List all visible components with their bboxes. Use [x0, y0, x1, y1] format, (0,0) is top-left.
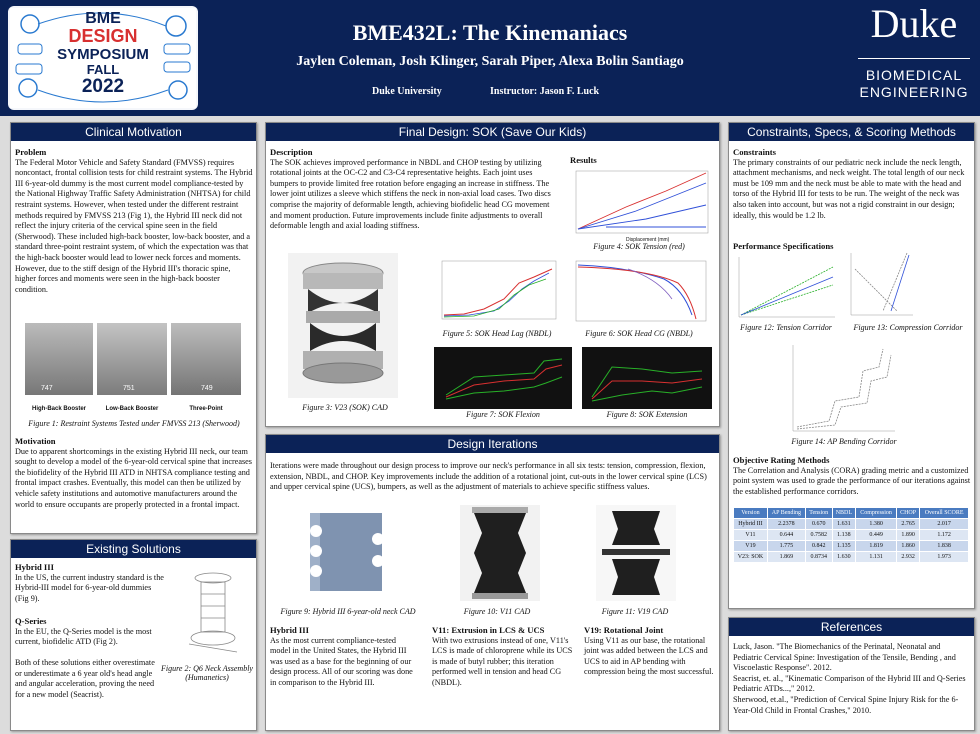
table-cell: 2.2378	[767, 519, 805, 530]
poster-header	[0, 0, 980, 116]
iter-v11	[432, 625, 576, 689]
table-cell: 0.449	[856, 530, 897, 541]
objective-rating-text: The Correlation and Analysis (CORA) grading metric and a customized point system was used to grade the performance of our iterations against the established performance corridors.	[733, 465, 971, 496]
q-series-section	[15, 616, 165, 648]
existing-solutions-panel	[10, 539, 257, 731]
col-compression: Compression	[856, 508, 897, 519]
scoring-table	[733, 507, 969, 563]
tension-chart	[566, 167, 712, 239]
design-iterations-panel	[265, 434, 720, 731]
col-chop: CHOP	[896, 508, 919, 519]
col-tension: Tension	[805, 508, 832, 519]
table-cell: 2.017	[920, 519, 969, 530]
tension-series-sok	[578, 173, 706, 229]
references-list	[733, 642, 971, 716]
table-cell: 1.131	[856, 552, 897, 563]
reference-3: Sherwood, et.al., "Prediction of Cervical Spine Injury Risk for the 6-Year-Old Child in Frontal Crashes," 2010.	[733, 694, 959, 715]
problem-section	[15, 147, 253, 295]
table-cell: 1.890	[896, 530, 919, 541]
table-cell: 1.860	[896, 541, 919, 552]
table-cell: 1.138	[832, 530, 856, 541]
table-cell: 0.7582	[805, 530, 832, 541]
hybrid-iii-heading: Hybrid III	[15, 562, 54, 572]
description-heading: Description	[270, 147, 313, 157]
figure-7-caption: Figure 7: SOK Flexion	[466, 410, 540, 419]
logo-bme: BME	[85, 10, 121, 27]
col-overall: Overall SCORE	[920, 508, 969, 519]
logo-fall: FALL	[86, 62, 120, 77]
extension-chart	[582, 347, 712, 409]
figure-12-caption: Figure 12: Tension Corridor	[740, 323, 832, 332]
poster-authors: Jaylen Coleman, Josh Klinger, Sarah Piper, Alexa Bolin Santiago	[296, 54, 684, 69]
table-cell: 1.380	[856, 519, 897, 530]
duke-divider	[858, 58, 970, 59]
table-cell: 1.819	[856, 541, 897, 552]
table-cell: 1.775	[767, 541, 805, 552]
table-cell: 2.765	[896, 519, 919, 530]
constraints-title: Constraints, Specs, & Scoring Methods	[729, 123, 974, 141]
table-cell: 1.838	[920, 541, 969, 552]
figure-3-caption: Figure 3: V23 (SOK) CAD	[302, 403, 388, 412]
hybrid-iii-section	[15, 562, 165, 604]
references-title: References	[729, 618, 974, 636]
motivation-heading: Motivation	[15, 436, 56, 446]
table-cell: 1.630	[832, 552, 856, 563]
iter-v19-text: Using V11 as our base, the rotational joint was added between the LCS and UCS to aid in AP bending with compression being the most successful.	[584, 635, 714, 677]
label-high-back: High-Back Booster	[31, 406, 86, 412]
symposium-logo	[8, 6, 198, 110]
final-design-panel	[265, 122, 720, 427]
q6-neck-drawing	[179, 568, 247, 658]
iterations-intro: Iterations were made throughout our design process to improve our neck's performance in all six tests: tension, compression, flexion, extension, NBDL, and CHOP. Key improvements include the addition of a rotational joint, cut-outs in the lower cervical spine (LCS) and upper cervical spine (UCS), bumpers, as well as the adjustment of materials to achieve specific stiffness values.	[270, 461, 707, 492]
ap-bending-corridor-chart	[789, 341, 899, 435]
table-cell: V11	[734, 530, 768, 541]
tension-series-corridor-upper	[578, 183, 706, 229]
performance-specs-heading: Performance Specifications	[733, 241, 834, 251]
figure-2-caption: Figure 2: Q6 Neck Assembly (Humanetics)	[161, 664, 253, 682]
photo-number-2: 751	[123, 385, 135, 392]
v11-cad	[460, 505, 540, 601]
iter-hybrid-iii-text: As the most current compliance-tested model in the United States, the Hybrid III was used as a base for the beginning of our design process. All of our scoring was done in comparison to the Hybrid III.	[270, 635, 413, 687]
q-series-text: In the EU, the Q-Series model is the most current, biofidelic ATD (Fig 2).	[15, 626, 152, 647]
figure-5-caption: Figure 5: SOK Head Lag (NBDL)	[442, 329, 552, 338]
description-section	[270, 147, 560, 232]
tension-corridor-chart	[735, 253, 839, 321]
clinical-motivation-title: Clinical Motivation	[11, 123, 256, 141]
v19-cad	[596, 505, 676, 601]
motivation-section	[15, 436, 253, 510]
constraints-heading: Constraints	[733, 147, 776, 157]
figure-13-caption: Figure 13: Compression Corridor	[853, 323, 963, 332]
iter-hybrid-iii-heading: Hybrid III	[270, 625, 309, 635]
figure-4-caption: Figure 4: SOK Tension (red)	[593, 242, 685, 251]
final-design-title: Final Design: SOK (Save Our Kids)	[266, 123, 719, 141]
existing-solutions-title: Existing Solutions	[11, 540, 256, 558]
sok-cad-render	[288, 253, 398, 398]
table-cell: 2.932	[896, 552, 919, 563]
dept-line1: BIOMEDICAL	[865, 67, 963, 83]
constraints-text: The primary constraints of our pediatric neck include the neck length, attachment mechanisms, and neck weight. The total length of our neck must be 109 mm and the neck must be able to mate with the head and torso of the Hybrid III for tests to be run. The weight of the neck was also taken into account, but was not a rigid constraint in our design; ideally, this would be 1.2 lb.	[733, 157, 965, 220]
iter-v19-heading: V19: Rotational Joint	[584, 625, 664, 635]
table-cell: 1.869	[767, 552, 805, 563]
figure-1-caption: Figure 1: Restraint Systems Tested under FMVSS 213 (Sherwood)	[28, 419, 240, 428]
tension-chart-xlabel: Displacement (mm)	[626, 237, 670, 243]
table-row	[734, 552, 969, 563]
table-cell: V19	[734, 541, 768, 552]
problem-text: The Federal Motor Vehicle and Safety Standard (FMVSS) requires noncontact, frontal collision tests for child restraint systems. The Hybrid III 6-year-old dummy is the most current model compliance-tested by the National Highway Traffic Safety Administration (NHTSA) for child restraint systems. However, when tested under the different restraint methods required by FMVSS 213 (Fig 1), the Hybrid III neck did not reflect the injury criteria of the cervical spine seen in the field (Sherwood). These included high-back booster, low-back booster, and a standard three-point restraint system, of which the expectation was that the high-back booster would lead to lower neck forces and moments. However, due to the stiff design of the Hybrid III's thoracic spine, higher forces and moments were seen in the high-back booster condition.	[15, 157, 253, 294]
label-low-back: Low-Back Booster	[105, 406, 159, 412]
logo-symposium: SYMPOSIUM	[57, 46, 149, 63]
table-row	[734, 519, 969, 530]
photo-number-3: 749	[201, 385, 213, 392]
figure-9-caption: Figure 9: Hybrid III 6-year-old neck CAD	[280, 607, 416, 616]
col-ap-bending: AP Bending	[767, 508, 805, 519]
q-series-heading: Q-Series	[15, 616, 47, 626]
university: Duke University	[372, 86, 442, 97]
reference-1: Luck, Jason. "The Biomechanics of the Perinatal, Neonatal and Pediatric Cervical Spine: Investigation of the Tensile, Bending , and Viscoelastic Response". 2012.	[733, 642, 956, 673]
table-cell: 1.631	[832, 519, 856, 530]
constraints-section	[733, 147, 971, 221]
table-row	[734, 530, 969, 541]
table-cell: 1.973	[920, 552, 969, 563]
figure-10-caption: Figure 10: V11 CAD	[463, 607, 531, 616]
iter-v19	[584, 625, 714, 678]
problem-heading: Problem	[15, 147, 47, 157]
table-cell: V23: SOK	[734, 552, 768, 563]
hybrid-iii-text: In the US, the current industry standard is the Hybrid-III model for 6-year-old dummies (Fig 9).	[15, 572, 164, 603]
logo-year: 2022	[81, 76, 125, 97]
logo-design: DESIGN	[68, 26, 138, 46]
figure-6-caption: Figure 6: SOK Head CG (NBDL)	[585, 329, 693, 338]
table-cell: Hybrid III	[734, 519, 768, 530]
reference-2: Seacrist, et. al., "Kinematic Comparison of the Hybrid III and Q-Series Pediatric ATDs...," 2012.	[733, 673, 966, 694]
table-cell: 0.8734	[805, 552, 832, 563]
table-row	[734, 541, 969, 552]
col-nbdl: NBDL	[832, 508, 856, 519]
iter-hybrid-iii	[270, 625, 418, 689]
table-cell: 1.135	[832, 541, 856, 552]
label-three-point: Three-Point	[189, 406, 223, 412]
iter-v11-heading: V11: Extrusion in LCS & UCS	[432, 625, 545, 635]
figure-14-caption: Figure 14: AP Bending Corridor	[791, 437, 897, 446]
figure-11-caption: Figure 11: V19 CAD	[601, 607, 669, 616]
flexion-chart	[434, 347, 572, 409]
description-text: The SOK achieves improved performance in NBDL and CHOP testing by utilizing rotational joints at the OC-C2 and C3-C4 representative heights. Each joint uses bumpers to provide limited free rotation before engaging an increase in stiffness. The lower joint utilizes a sleeve which stiffens the neck in non-axial load cases. Two discs comprise the majority of deformable length, achieving biofidelic head CG movement and moment production. Future improvements include finite adjustments to overall deformable length and axial loading stiffness.	[270, 157, 551, 231]
motivation-text: Due to apparent shortcomings in the existing Hybrid III neck, our team sought to develop a model of the 6-year-old cervical spine that increases the biofidelity of the Hybrid III ATD in NHTSA compliance testing and frontal impact crashes. Eventually, this model can then be utilized by vehicle safety institutions and automotive manufacturers around the world to ensure occupants are properly protected in a frontal impact.	[15, 446, 252, 509]
instructor: Instructor: Jason F. Luck	[490, 86, 600, 97]
col-version: Version	[734, 508, 768, 519]
results-heading: Results	[570, 155, 597, 165]
references-panel	[728, 617, 975, 731]
table-cell: 0.644	[767, 530, 805, 541]
photo-number-1: 747	[41, 385, 53, 392]
constraints-panel	[728, 122, 975, 609]
duke-wordmark: Duke	[870, 1, 958, 46]
table-cell: 0.670	[805, 519, 832, 530]
iter-v11-text: With two extrusions instead of one, V11's LCS is made of chloroprene while its UCS is made of butyl rubber; this iteration performed well in tension and head CG (NBDL).	[432, 635, 573, 687]
table-cell: 0.842	[805, 541, 832, 552]
head-lag-chart	[434, 259, 560, 327]
both-solutions-text: Both of these solutions either overestimate or underestimate a 6 year old's head angle and angular acceleration, proving the need for a new model (Seacrist).	[15, 658, 155, 699]
figure-8-caption: Figure 8: SOK Extension	[606, 410, 688, 419]
table-cell: 1.172	[920, 530, 969, 541]
poster-title: BME432L: The Kinemaniacs	[352, 20, 628, 45]
head-cg-chart	[568, 259, 710, 327]
clinical-motivation-panel	[10, 122, 257, 534]
compression-corridor-chart	[847, 249, 917, 319]
dept-line2: ENGINEERING	[859, 84, 969, 100]
photo-high-back-booster	[25, 323, 93, 395]
design-iterations-title: Design Iterations	[266, 435, 719, 453]
objective-rating-heading: Objective Rating Methods	[733, 455, 830, 465]
objective-rating-section	[733, 455, 971, 497]
hybrid-iii-neck-cad	[296, 509, 396, 595]
